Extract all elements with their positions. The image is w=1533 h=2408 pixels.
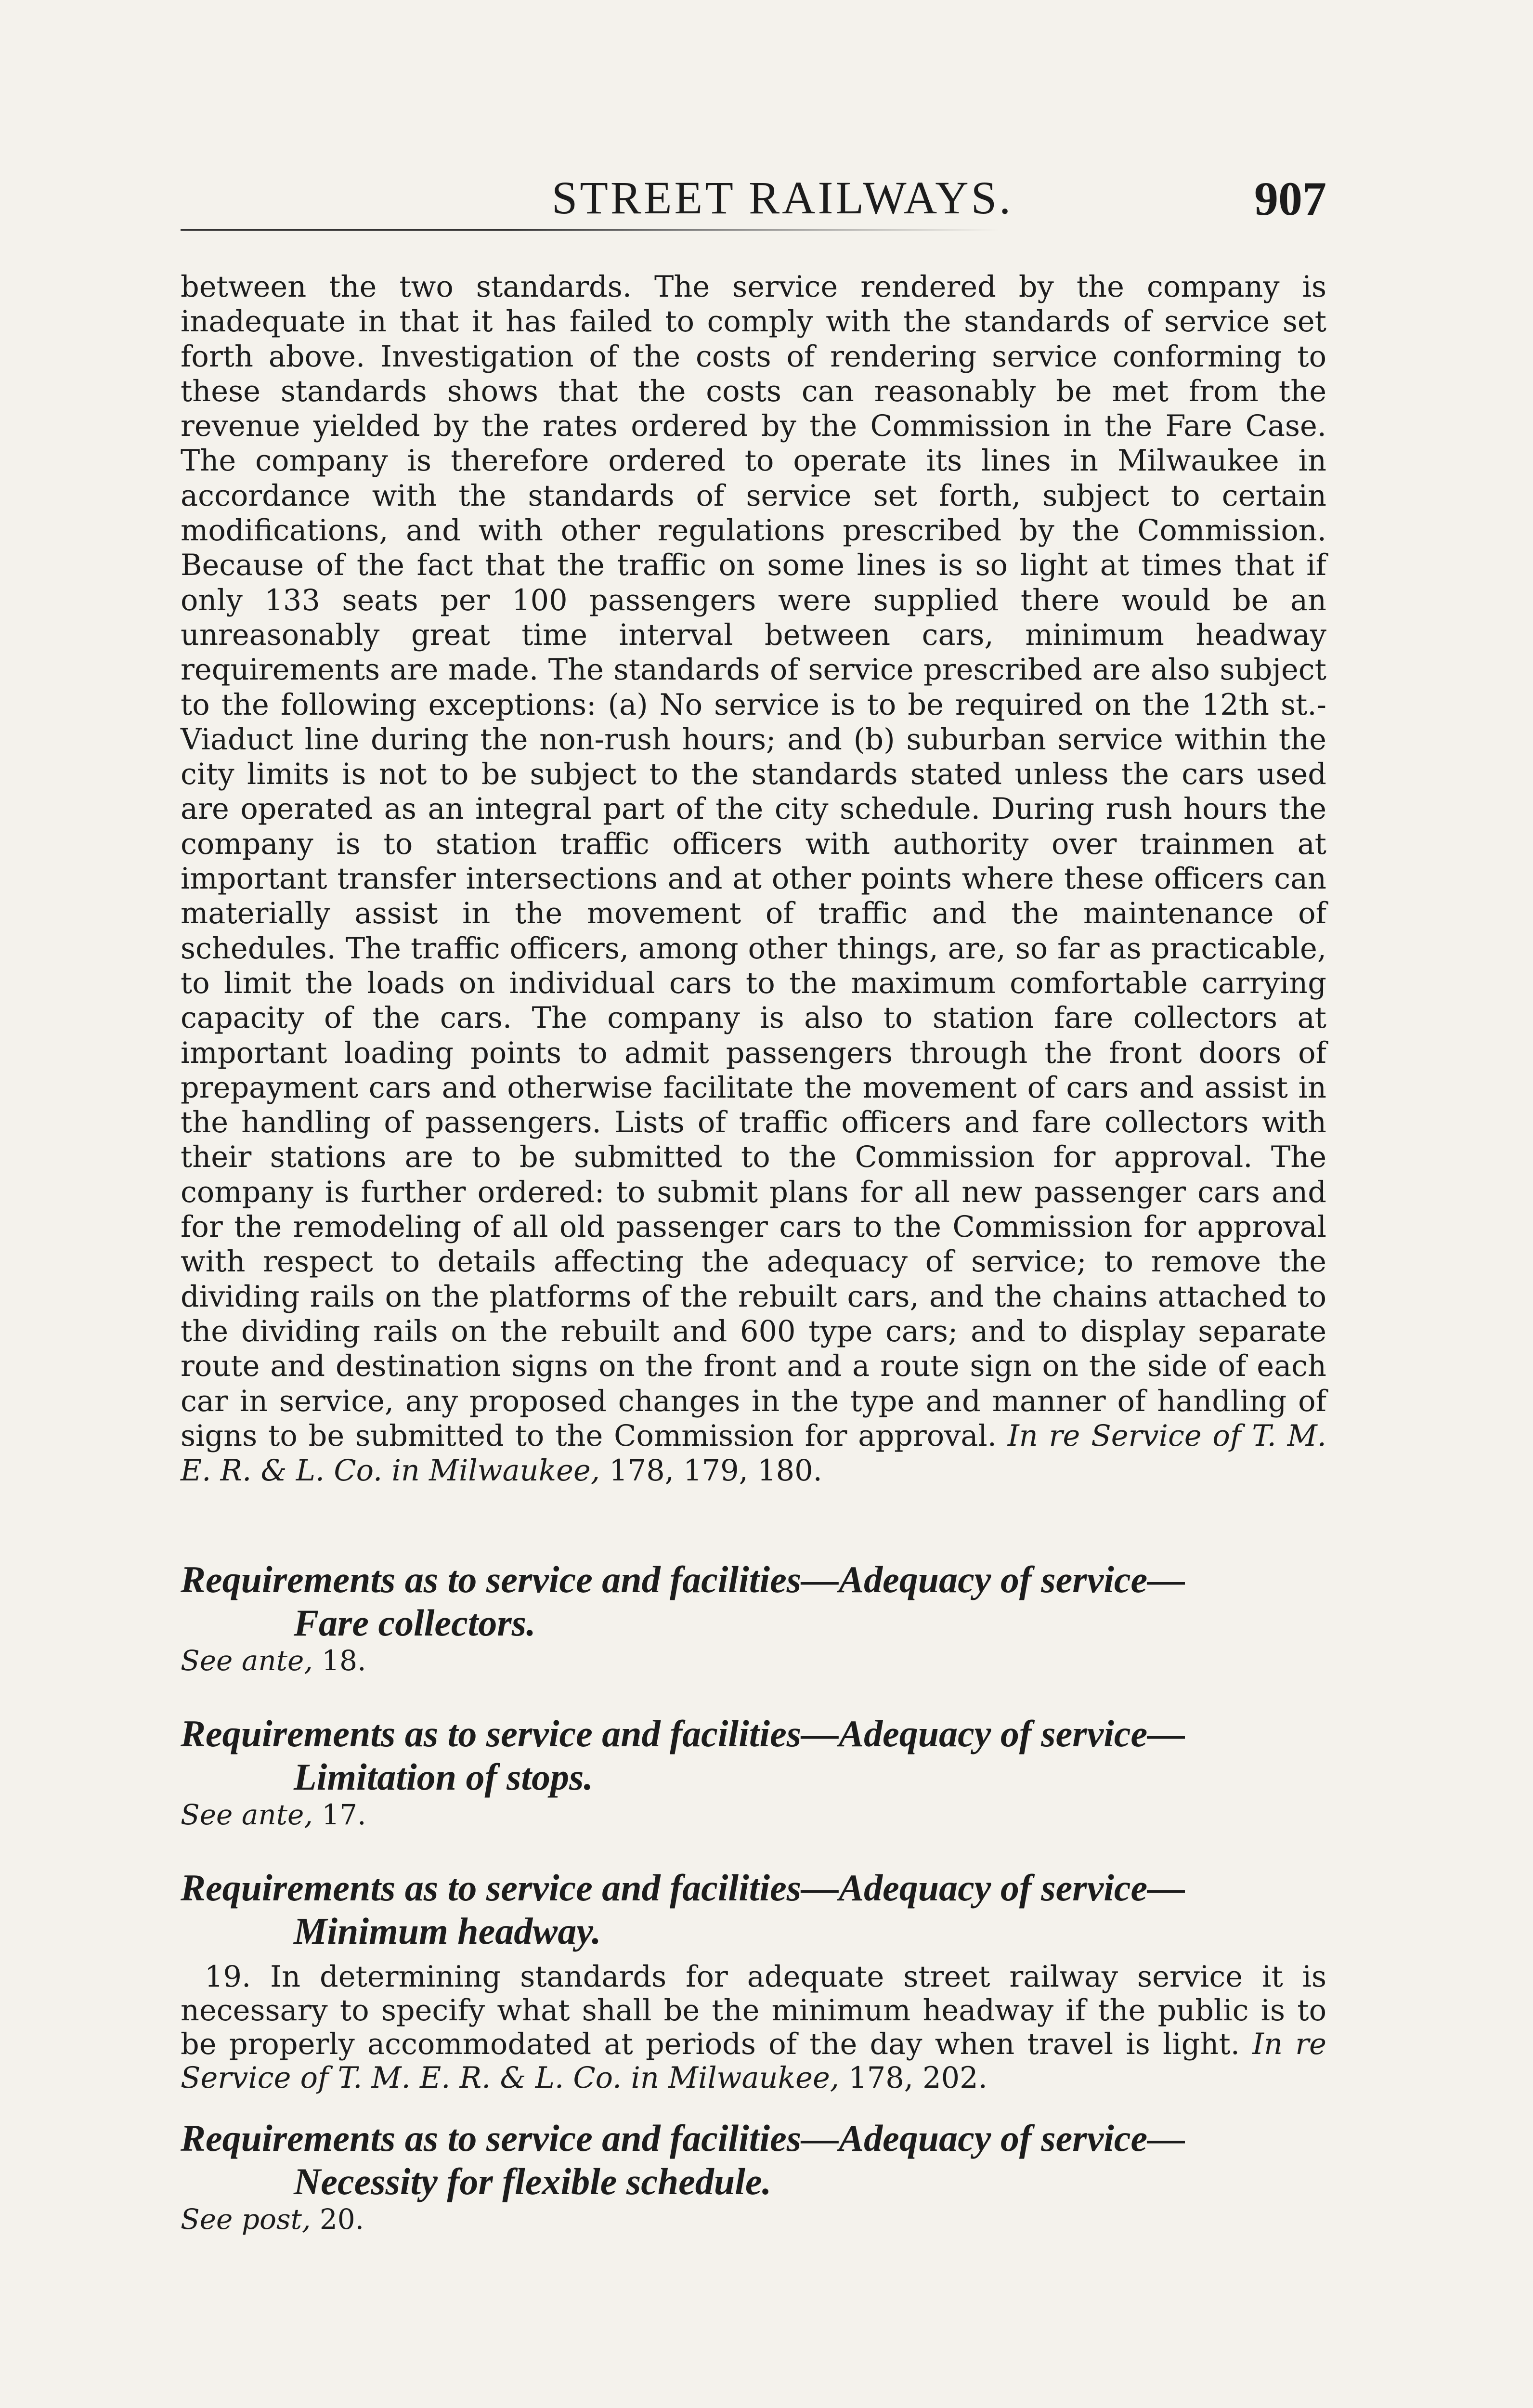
page-number: 907 bbox=[1254, 172, 1326, 225]
section-heading-fare-collectors bbox=[181, 1558, 1326, 1645]
heading-line-2: Minimum headway. bbox=[294, 1910, 601, 1952]
digest-entry-19 bbox=[181, 1960, 1326, 2095]
heading-line-2: Fare collectors. bbox=[294, 1602, 536, 1644]
see-reference: See ante, bbox=[181, 1644, 313, 1677]
see-page: 18. bbox=[322, 1644, 366, 1677]
section-heading-flexible-schedule bbox=[181, 2117, 1326, 2203]
heading-line-1: Requirements as to service and facilities—Adequacy of service— bbox=[181, 1558, 1185, 1600]
running-head bbox=[181, 171, 1326, 238]
entry-pages: 178, 202. bbox=[848, 2061, 987, 2095]
cross-reference bbox=[181, 2203, 903, 2235]
see-page: 20. bbox=[319, 2203, 364, 2236]
section-heading-limitation-of-stops bbox=[181, 1712, 1326, 1799]
cross-reference bbox=[181, 1645, 903, 1676]
see-reference: See post, bbox=[181, 2203, 311, 2236]
entry-citation: In re Service of T. M. E. R. & L. Co. in Milwaukee, bbox=[181, 2028, 1326, 2095]
section-heading-minimum-headway bbox=[181, 1866, 1326, 1953]
see-page: 17. bbox=[322, 1798, 366, 1831]
heading-line-2: Necessity for flexible schedule. bbox=[294, 2160, 772, 2202]
continuation-pages: 178, 179, 180. bbox=[609, 1454, 822, 1488]
continuation-citation: In re Service of T. M. E. R. & L. Co. in Milwaukee, bbox=[181, 1419, 1326, 1488]
entry-text: 19. In determining standards for adequate street railway service it is necessary to specify what shall be the minimum headway if the public is to be properly accommodated at periods of the day when travel is light. bbox=[181, 1960, 1326, 2061]
heading-line-2: Limitation of stops. bbox=[294, 1756, 593, 1798]
see-reference: See ante, bbox=[181, 1798, 313, 1831]
heading-line-1: Requirements as to service and facilities—Adequacy of service— bbox=[181, 2117, 1185, 2159]
header-rule bbox=[181, 229, 999, 231]
heading-line-1: Requirements as to service and facilities—Adequacy of service— bbox=[181, 1867, 1185, 1909]
heading-line-1: Requirements as to service and facilities—Adequacy of service— bbox=[181, 1713, 1185, 1754]
continuation-text: between the two standards. The service rendered by the company is inadequate in that it has failed to comply with the standards of service set forth above. Investigation of the costs of rendering service conforming to these standards shows that the costs can reasonably be met from the revenue yielded by the rates ordered by the Commission in the Fare Case. The company is therefore ordered to operate its lines in Milwaukee in accordance with the standards of service set forth, subject to certain modifications, and with other regulations prescribed by the Commission. Because of the fact that the traffic on some lines is so light at times that if only 133 seats per 100 passengers were supplied there would be an unreasonably great time interval between cars, minimum headway requirements are made. The standards of service prescribed are also subject to the following exceptions: (a) No service is to be required on the 12th st.-Viaduct line during the non-rush hours; and (b) suburban service within the city limits is not to be subject to the standards stated unless the cars used are operated as an integral part of the city schedule. During rush hours the company is to station traffic officers with authority over trainmen at important transfer intersections and at other points where these officers can materially assist in the movement of traffic and the maintenance of schedules. The traffic officers, among other things, are, so far as practicable, to limit the loads on individual cars to the maximum comfortable carrying capacity of the cars. The company is also to station fare collectors at important loading points to admit passengers through the front doors of prepayment cars and otherwise facilitate the movement of cars and assist in the handling of passengers. Lists of traffic officers and fare collectors with their stations are to be submitted to the Commission for approval. The company is further ordered: to submit plans for all new passenger cars and for the remodeling of all old passenger cars to the Commission for approval with respect to details affecting the adequacy of service; to remove the dividing rails on the platforms of the rebuilt cars, and the chains attached to the dividing rails on the rebuilt and 600 type cars; and to display separate route and destination signs on the front and a route sign on the side of each car in service, any proposed changes in the type and manner of handling of signs to be submitted to the Commission for approval. bbox=[181, 270, 1326, 1453]
cross-reference bbox=[181, 1799, 903, 1831]
running-title: STREET RAILWAYS. bbox=[551, 172, 1013, 223]
continuation-paragraph bbox=[181, 270, 1326, 1488]
